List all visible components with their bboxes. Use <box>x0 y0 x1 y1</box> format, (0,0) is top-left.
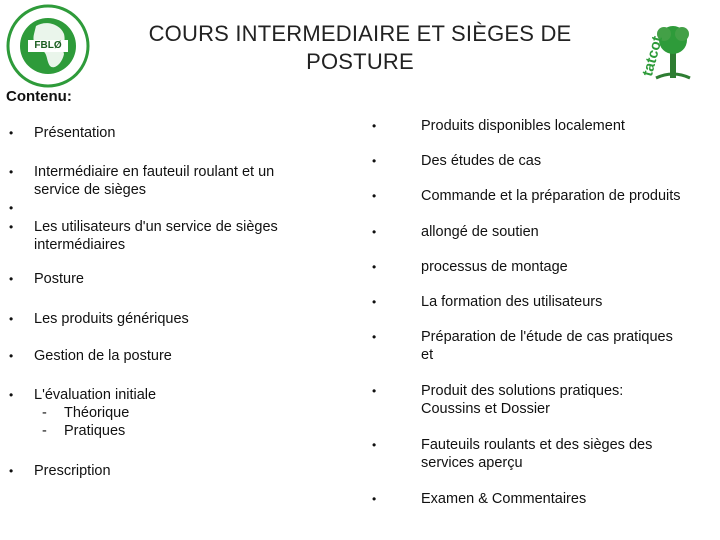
list-item-text: Posture <box>34 271 84 287</box>
list-item-text: Les utilisateurs d'un service de sièges <box>34 219 278 235</box>
list-item-text: L'évaluation initiale <box>34 387 157 403</box>
bullet: • <box>372 295 377 309</box>
list-item-text: Gestion de la posture <box>34 348 172 364</box>
list-item-text: Des études de cas <box>421 153 542 169</box>
contenu-label: Contenu: <box>6 88 72 105</box>
list-item-text: Présentation <box>34 125 116 141</box>
bullet: • <box>9 464 14 478</box>
bullet: • <box>372 384 377 398</box>
dash: - <box>42 423 47 439</box>
sub-item-text: Théorique <box>64 405 130 421</box>
sub-item <box>34 404 156 422</box>
fbl-logo <box>6 4 90 88</box>
bullet: • <box>9 272 14 286</box>
bullet: • <box>372 438 377 452</box>
bullet: • <box>372 330 377 344</box>
list-item-text: et <box>421 347 434 363</box>
list-item-text: processus de montage <box>421 259 568 275</box>
list-item-text: Prescription <box>34 463 111 479</box>
list-item-text: services aperçu <box>421 455 523 471</box>
bullet: • <box>9 349 14 363</box>
bullet: • <box>9 201 14 215</box>
sub-item-text: Pratiques <box>64 423 126 439</box>
list-item-text: intermédiaires <box>34 237 126 253</box>
title-line-1: COURS INTERMEDIAIRE ET SIÈGES DE <box>148 21 572 46</box>
list-item-text: Coussins et Dossier <box>421 401 550 417</box>
page-title <box>120 20 600 76</box>
list-item-text: La formation des utilisateurs <box>421 294 603 310</box>
bullet: • <box>372 119 377 133</box>
list-item-text: Produits disponibles localement <box>421 118 625 134</box>
bullet: • <box>9 312 14 326</box>
bullet: • <box>372 154 377 168</box>
title-line-2: POSTURE <box>306 49 414 74</box>
list-item-text: service de sièges <box>34 182 147 198</box>
tatcot-logo <box>636 6 712 86</box>
bullet: • <box>9 388 14 402</box>
bullet: • <box>372 189 377 203</box>
list-item-text: allongé de soutien <box>421 224 539 240</box>
list-item-text: Intermédiaire en fauteuil roulant et un <box>34 164 275 180</box>
bullet: • <box>9 165 14 179</box>
bullet: • <box>372 225 377 239</box>
list-item-text: Commande et la préparation de produits <box>421 188 681 204</box>
list-item-text: Produit des solutions pratiques: <box>421 383 624 399</box>
fbl-logo-text: FBLØ <box>34 40 62 51</box>
list-item-text: Préparation de l'étude de cas pratiques <box>421 329 673 345</box>
list-item-text: Les produits génériques <box>34 311 189 327</box>
bullet: • <box>372 260 377 274</box>
bullet: • <box>9 126 14 140</box>
list-item-text: Fauteuils roulants et des sièges des <box>421 437 653 453</box>
tatcot-logo-text: tatcot <box>639 34 667 79</box>
bullet: • <box>9 220 14 234</box>
dash: - <box>42 405 47 421</box>
sub-item <box>34 422 156 440</box>
list-item-text: Examen & Commentaires <box>421 491 587 507</box>
bullet: • <box>372 492 377 506</box>
